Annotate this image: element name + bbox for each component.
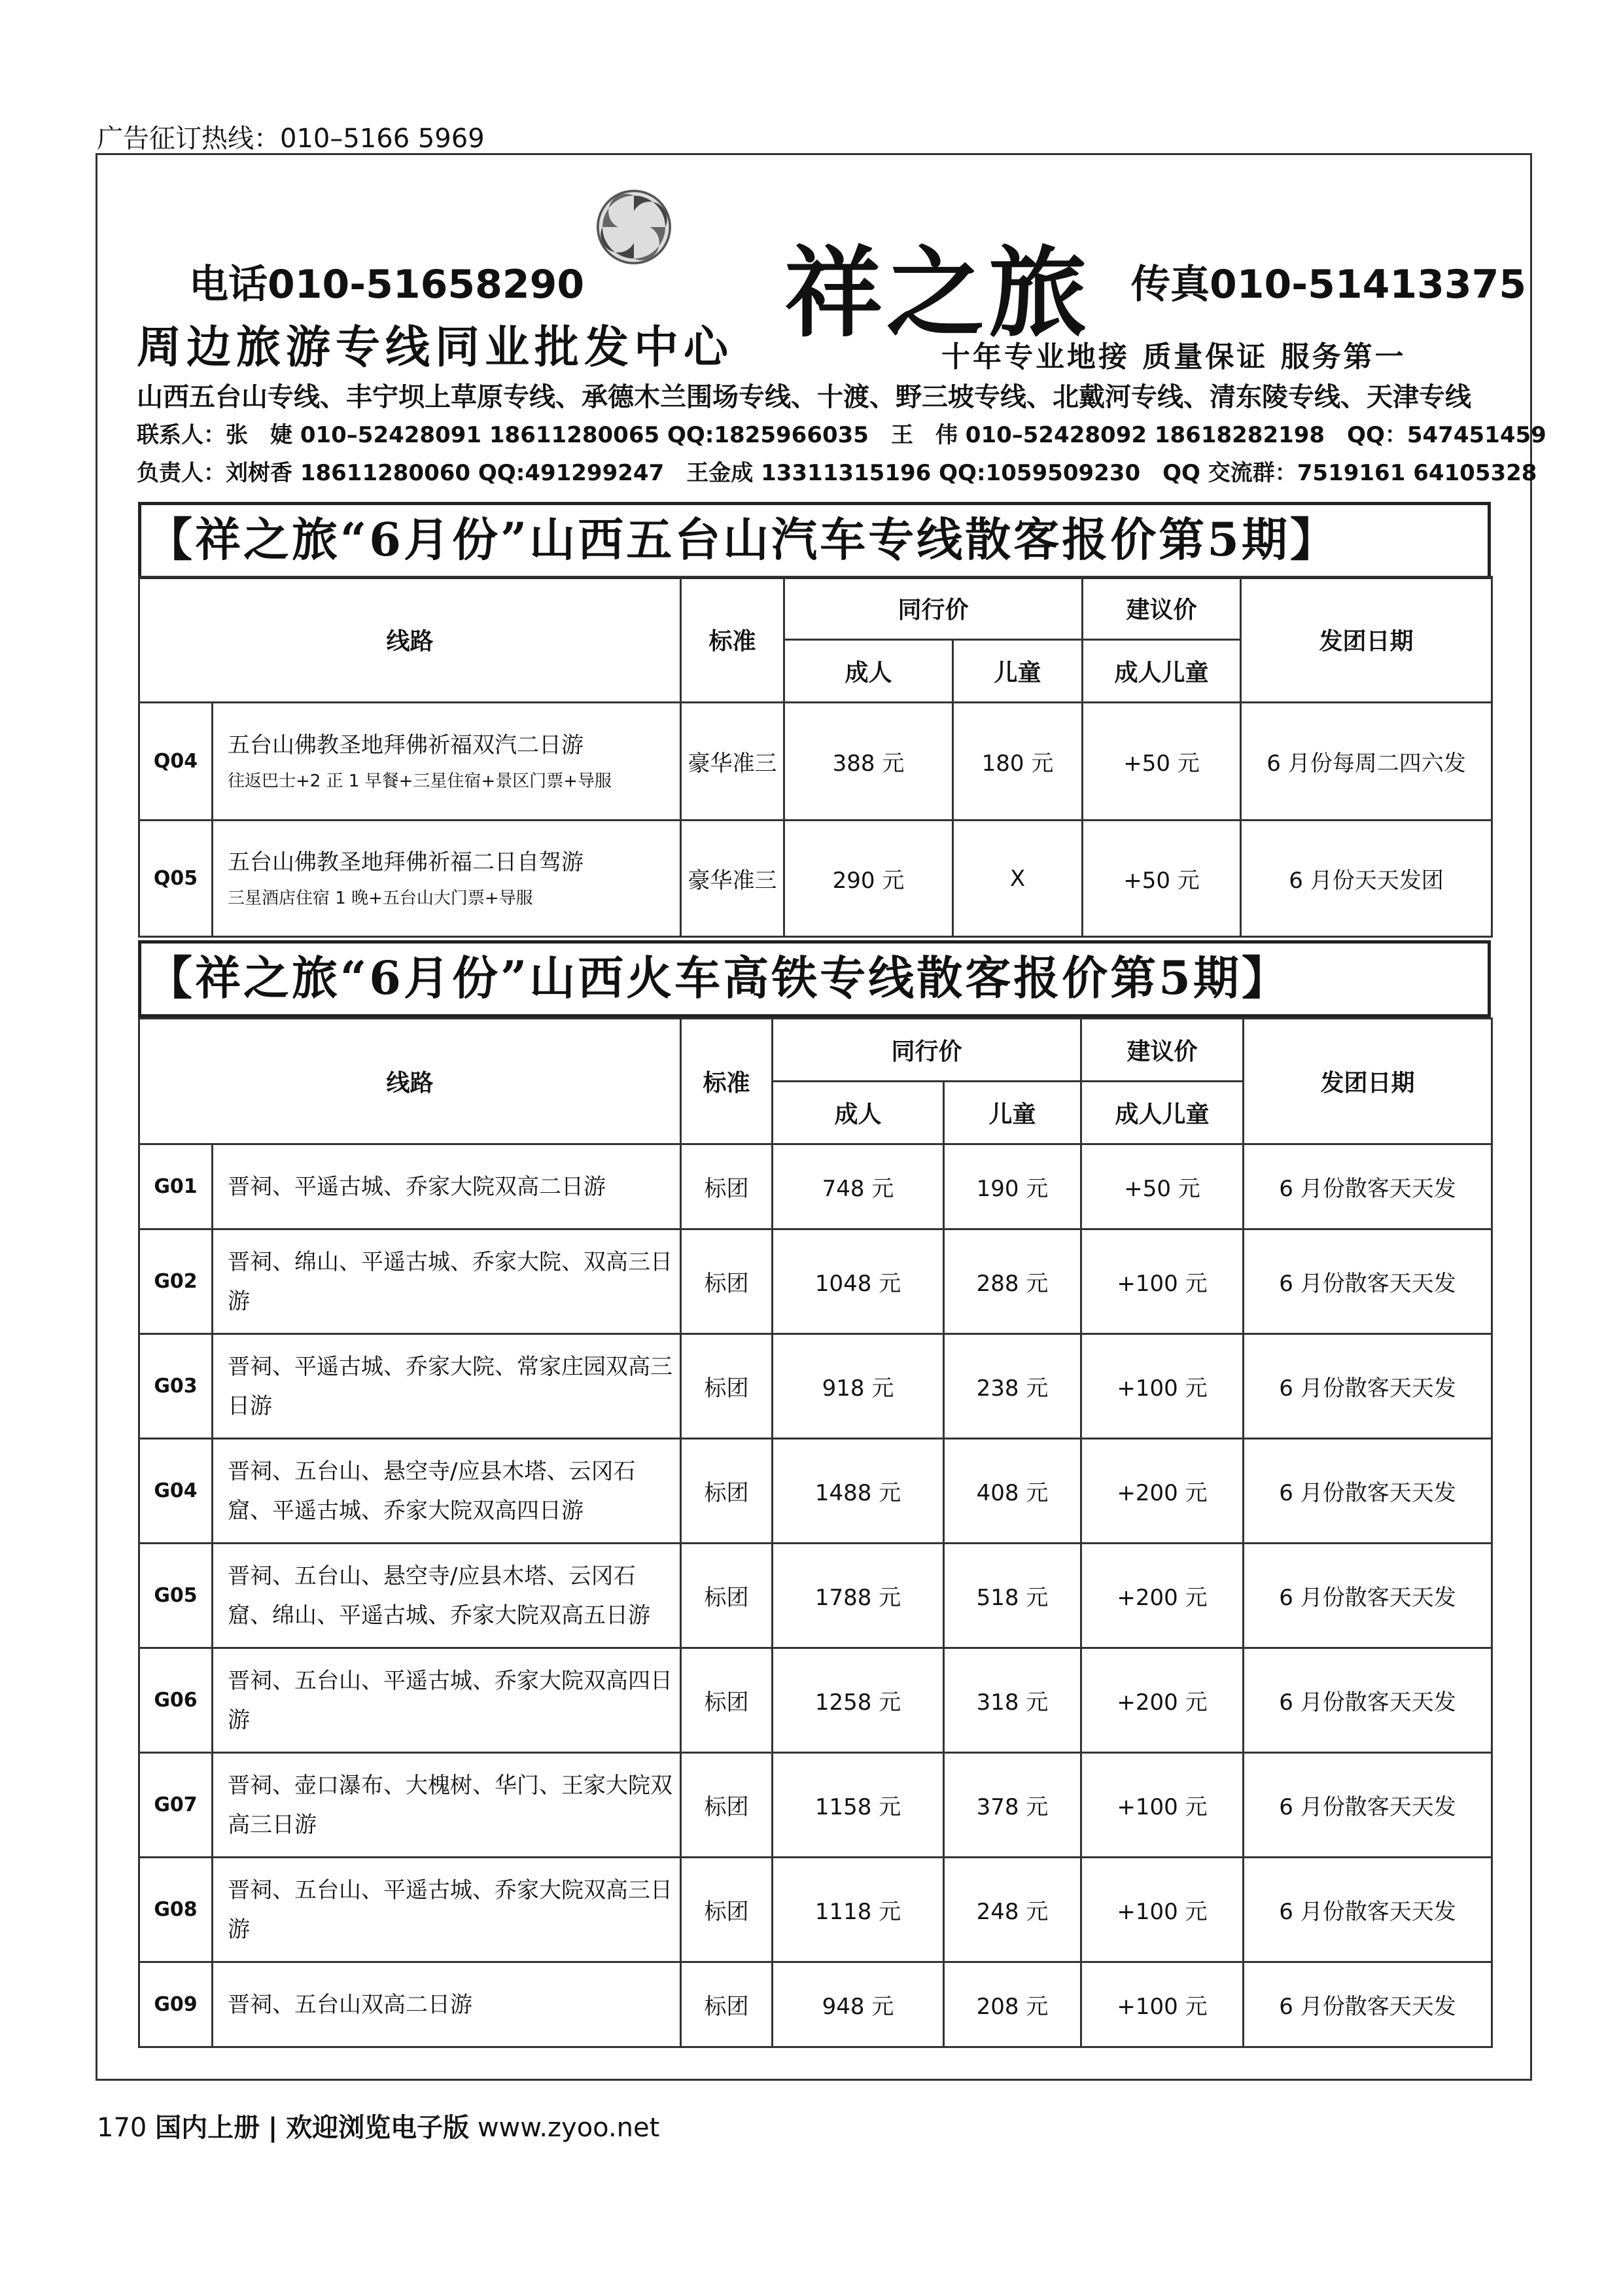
phone-number: 电话010-51658290 [189, 262, 585, 308]
table-row [139, 1229, 1492, 1334]
header-route: 线路 [139, 1019, 681, 1144]
child-price: 248 元 [944, 1858, 1081, 1962]
suggest-price: +200 元 [1081, 1648, 1244, 1753]
contact-text: 联系人：张 婕 010–52428091 18611280065 QQ:1825966035 [137, 422, 869, 448]
suggest-price: +100 元 [1081, 1858, 1244, 1962]
suggest-price: +50 元 [1083, 821, 1241, 937]
adult-price: 948 元 [773, 1962, 944, 2047]
header-child: 儿童 [953, 640, 1083, 703]
child-price: 238 元 [944, 1334, 1081, 1439]
standard: 豪华准三 [681, 703, 784, 821]
departure-date: 6 月份每周二四六发 [1241, 703, 1492, 821]
suggest-price: +100 元 [1081, 1962, 1244, 2047]
advert-header [97, 155, 1546, 495]
child-price: 180 元 [953, 703, 1083, 821]
route-name: 晋祠、绵山、平遥古城、乔家大院、双高三日游 [213, 1229, 681, 1334]
contact-text: QQ：547451459 [1347, 422, 1546, 448]
suggest-price: +50 元 [1081, 1144, 1244, 1229]
slogan: 十年专业地接 质量保证 服务第一 [941, 340, 1406, 374]
departure-date: 6 月份散客天天发 [1244, 1334, 1492, 1439]
swirl-logo-icon [595, 188, 673, 266]
route-code: G06 [139, 1648, 213, 1753]
departure-date: 6 月份散客天天发 [1244, 1753, 1492, 1858]
header-standard: 标准 [681, 1019, 773, 1144]
header-date: 发团日期 [1244, 1019, 1492, 1144]
departure-date: 6 月份散客天天发 [1244, 1229, 1492, 1334]
train-price-table [138, 1017, 1493, 2048]
table-row [139, 1439, 1492, 1544]
suggest-price: +200 元 [1081, 1544, 1244, 1648]
contact-line-1 [137, 417, 1569, 449]
contact-text: 负责人：刘树香 18611280060 QQ:491299247 [137, 460, 665, 486]
adult-price: 1158 元 [773, 1753, 944, 1858]
adult-price: 290 元 [784, 821, 953, 937]
child-price: 208 元 [944, 1962, 1081, 2047]
route-code: G03 [139, 1334, 213, 1439]
adult-price: 748 元 [773, 1144, 944, 1229]
table-row [139, 1962, 1492, 2047]
route-code: G01 [139, 1144, 213, 1229]
adult-price: 1788 元 [773, 1544, 944, 1648]
departure-date: 6 月份散客天天发 [1244, 1439, 1492, 1544]
standard: 标团 [681, 1544, 773, 1648]
standard: 标团 [681, 1439, 773, 1544]
header-adult: 成人 [773, 1082, 944, 1144]
page-footer [97, 2107, 659, 2144]
route-name: 晋祠、五台山、平遥古城、乔家大院双高三日游 [213, 1858, 681, 1962]
center-name: 周边旅游专线同业批发中心 [137, 321, 734, 374]
table-row [139, 821, 1492, 937]
standard: 标团 [681, 1334, 773, 1439]
contact-text: QQ 交流群：7519161 64105328 [1162, 460, 1537, 486]
table-row [139, 1334, 1492, 1439]
route-name [213, 703, 681, 821]
suggest-price: +100 元 [1081, 1334, 1244, 1439]
child-price: 190 元 [944, 1144, 1081, 1229]
standard: 标团 [681, 1753, 773, 1858]
bus-section-title: 【祥之旅“6月份”山西五台山汽车专线散客报价第5期】 [138, 502, 1491, 579]
contact-text: 王金成 13311315196 QQ:1059509230 [686, 460, 1141, 486]
departure-date: 6 月份散客天天发 [1244, 1144, 1492, 1229]
standard: 豪华准三 [681, 821, 784, 937]
route-code: Q04 [139, 703, 213, 821]
route-title: 五台山佛教圣地拜佛祈福二日自驾游 [228, 849, 584, 875]
departure-date: 6 月份散客天天发 [1244, 1544, 1492, 1648]
route-code: G08 [139, 1858, 213, 1962]
child-price: 518 元 [944, 1544, 1081, 1648]
ad-hotline: 广告征订热线：010–5166 5969 [97, 124, 485, 154]
header-standard: 标准 [681, 577, 784, 703]
header-peer-price: 同行价 [773, 1019, 1081, 1082]
footer-separator: | [268, 2113, 278, 2143]
header-child: 儿童 [944, 1082, 1081, 1144]
route-code: G09 [139, 1962, 213, 2047]
route-name: 晋祠、五台山双高二日游 [213, 1962, 681, 2047]
child-price: X [953, 821, 1083, 937]
route-note: 三星酒店住宿 1 晚+五台山大门票+导服 [228, 888, 533, 908]
child-price: 408 元 [944, 1439, 1081, 1544]
child-price: 288 元 [944, 1229, 1081, 1334]
route-name: 晋祠、平遥古城、乔家大院、常家庄园双高三日游 [213, 1334, 681, 1439]
standard: 标团 [681, 1144, 773, 1229]
brand-name: 祥之旅 [784, 236, 1091, 351]
child-price: 318 元 [944, 1648, 1081, 1753]
adult-price: 1118 元 [773, 1858, 944, 1962]
table-row [139, 1858, 1492, 1962]
header-adult-child: 成人儿童 [1081, 1082, 1244, 1144]
table-row [139, 703, 1492, 821]
advert-frame [96, 153, 1546, 2081]
header-route: 线路 [139, 577, 681, 703]
route-code: Q05 [139, 821, 213, 937]
route-note: 往返巴士+2 正 1 早餐+三星住宿+景区门票+导服 [228, 771, 612, 791]
suggest-price: +200 元 [1081, 1439, 1244, 1544]
suggest-price: +100 元 [1081, 1753, 1244, 1858]
contact-line-2 [137, 455, 1559, 487]
table-row [139, 1544, 1492, 1648]
route-name: 晋祠、五台山、平遥古城、乔家大院双高四日游 [213, 1648, 681, 1753]
adult-price: 918 元 [773, 1334, 944, 1439]
header-adult-child: 成人儿童 [1083, 640, 1241, 703]
header-peer-price: 同行价 [784, 577, 1083, 640]
page-number: 170 [97, 2113, 147, 2143]
header-suggest-price: 建议价 [1083, 577, 1241, 640]
train-section-title: 【祥之旅“6月份”山西火车高铁专线散客报价第5期】 [138, 940, 1491, 1017]
fax-number: 传真010-51413375 [1131, 262, 1527, 308]
route-code: G02 [139, 1229, 213, 1334]
table-row [139, 1648, 1492, 1753]
standard: 标团 [681, 1962, 773, 2047]
route-list: 山西五台山专线、丰宁坝上草原专线、承德木兰围场专线、十渡、野三坡专线、北戴河专线、清东陵专线、天津专线 [137, 382, 1471, 412]
standard: 标团 [681, 1648, 773, 1753]
departure-date: 6 月份散客天天发 [1244, 1648, 1492, 1753]
table-row [139, 1144, 1492, 1229]
standard: 标团 [681, 1229, 773, 1334]
adult-price: 388 元 [784, 703, 953, 821]
route-code: G05 [139, 1544, 213, 1648]
departure-date: 6 月份天天发团 [1241, 821, 1492, 937]
website-link[interactable]: www.zyoo.net [477, 2113, 660, 2143]
adult-price: 1258 元 [773, 1648, 944, 1753]
child-price: 378 元 [944, 1753, 1081, 1858]
route-name: 晋祠、壶口瀑布、大槐树、华门、王家大院双高三日游 [213, 1753, 681, 1858]
route-name: 晋祠、五台山、悬空寺/应县木塔、云冈石窟、绵山、平遥古城、乔家大院双高五日游 [213, 1544, 681, 1648]
route-name: 晋祠、平遥古城、乔家大院双高二日游 [213, 1144, 681, 1229]
standard: 标团 [681, 1858, 773, 1962]
adult-price: 1048 元 [773, 1229, 944, 1334]
bus-price-table [138, 576, 1493, 938]
header-adult: 成人 [784, 640, 953, 703]
route-code: G07 [139, 1753, 213, 1858]
suggest-price: +50 元 [1083, 703, 1241, 821]
header-date: 发团日期 [1241, 577, 1492, 703]
departure-date: 6 月份散客天天发 [1244, 1962, 1492, 2047]
header-suggest-price: 建议价 [1081, 1019, 1244, 1082]
adult-price: 1488 元 [773, 1439, 944, 1544]
table-row [139, 1753, 1492, 1858]
contact-text: 王 伟 010–52428092 18618282198 [890, 422, 1325, 448]
route-code: G04 [139, 1439, 213, 1544]
route-name [213, 821, 681, 937]
welcome-text: 欢迎浏览电子版 [286, 2113, 470, 2143]
route-title: 五台山佛教圣地拜佛祈福双汽二日游 [228, 732, 584, 758]
route-name: 晋祠、五台山、悬空寺/应县木塔、云冈石窟、平遥古城、乔家大院双高四日游 [213, 1439, 681, 1544]
departure-date: 6 月份散客天天发 [1244, 1858, 1492, 1962]
section-name: 国内上册 [155, 2113, 260, 2143]
suggest-price: +100 元 [1081, 1229, 1244, 1334]
